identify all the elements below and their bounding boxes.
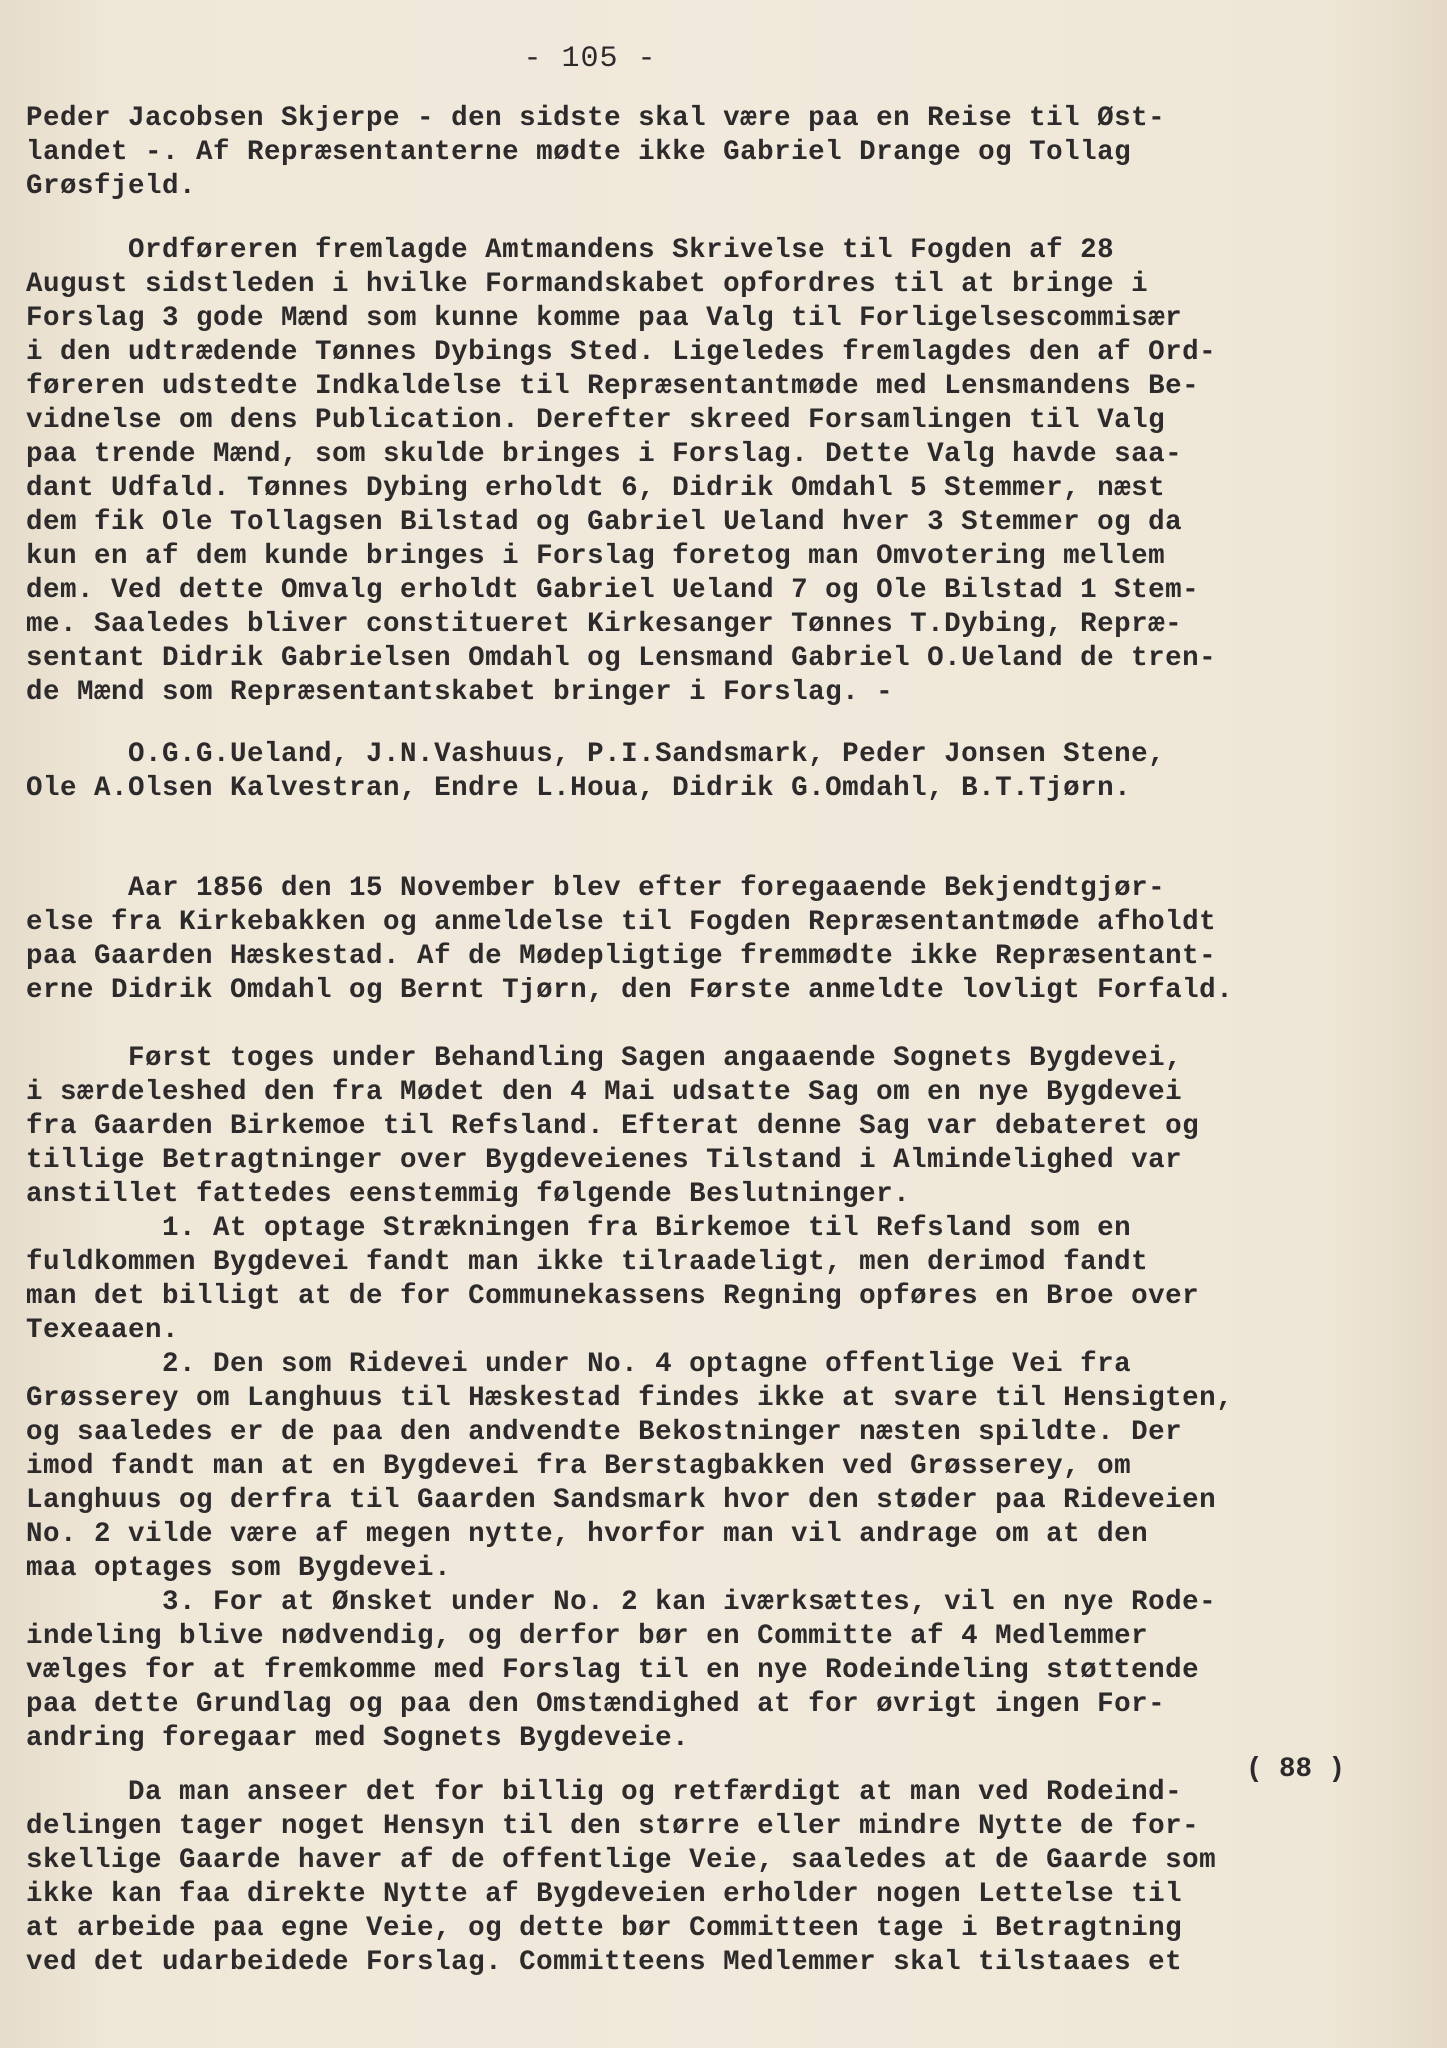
paragraph-rodeinddeling [26, 1776, 1406, 1980]
text-line: vidnelse om dens Publication. Derefter skreed Forsamlingen til Valg [26, 405, 1166, 436]
text-line: 3. For at Ønsket under No. 2 kan iværksættes, vil en nye Rode- [26, 1587, 1217, 1618]
text-line: August sidstleden i hvilke Formandskabet opfordres til at bringe i [26, 269, 1149, 300]
text-line: skellige Gaarde haver af de offentlige Veie, saaledes at de Gaarde som [26, 1845, 1217, 1876]
text-line: man det billigt at de for Communekassens Regning opføres en Broe over [26, 1281, 1200, 1312]
text-line: Ordføreren fremlagde Amtmandens Skrivelse til Fogden af 28 [26, 235, 1115, 266]
text-line: Grøsfjeld. [26, 171, 197, 202]
text-line: sentant Didrik Gabrielsen Omdahl og Lensmand Gabriel O.Ueland de tren- [26, 643, 1217, 674]
text-line: Aar 1856 den 15 November blev efter foregaaende Bekjendtgjør- [26, 873, 1166, 904]
signatures [26, 738, 1406, 806]
text-line: me. Saaledes bliver constitueret Kirkesanger Tønnes T.Dybing, Repræ- [26, 609, 1183, 640]
text-line: i særdeleshed den fra Mødet den 4 Mai udsatte Sag om en nye Bygdevei [26, 1077, 1183, 1108]
text-line: vælges for at fremkomme med Forslag til en nye Rodeindeling støttende [26, 1655, 1200, 1686]
text-line: paa Gaarden Hæskestad. Af de Mødepligtige fremmødte ikke Repræsentant- [26, 941, 1217, 972]
text-line: 2. Den som Ridevei under No. 4 optagne offentlige Vei fra [26, 1349, 1132, 1380]
text-line: dem fik Ole Tollagsen Bilstad og Gabriel Ueland hver 3 Stemmer og da [26, 507, 1183, 538]
text-line: paa trende Mænd, som skulde bringes i Forslag. Dette Valg havde saa- [26, 439, 1183, 470]
text-line: paa dette Grundlag og paa den Omstændighed at for øvrigt ingen For- [26, 1689, 1166, 1720]
text-line: dem. Ved dette Omvalg erholdt Gabriel Ueland 7 og Ole Bilstad 1 Stem- [26, 575, 1200, 606]
text-line: Grøsserey om Langhuus til Hæskestad findes ikke at svare til Hensigten, [26, 1383, 1234, 1414]
paragraph-attendance [26, 102, 1406, 204]
text-line: delingen tager noget Hensyn til den større eller mindre Nytte de for- [26, 1811, 1200, 1842]
text-line: erne Didrik Omdahl og Bernt Tjørn, den Første anmeldte lovligt Forfald. [26, 975, 1234, 1006]
text-line: i den udtrædende Tønnes Dybings Sted. Ligeledes fremlagdes den af Ord- [26, 337, 1217, 368]
text-line: fra Gaarden Birkemoe til Refsland. Efterat denne Sag var debateret og [26, 1111, 1200, 1142]
text-line: else fra Kirkebakken og anmeldelse til Fogden Repræsentantmøde afholdt [26, 907, 1217, 938]
text-line: Ole A.Olsen Kalvestran, Endre L.Houa, Didrik G.Omdahl, B.T.Tjørn. [26, 773, 1132, 804]
paragraph-bygdevei-resolutions [26, 1042, 1406, 1756]
text-line: Langhuus og derfra til Gaarden Sandsmark hvor den støder paa Rideveien [26, 1485, 1217, 1516]
text-line: indeling blive nødvendig, og derfor bør en Committe af 4 Medlemmer [26, 1621, 1149, 1652]
text-line: Texeaaen. [26, 1315, 180, 1346]
text-line: ikke kan faa direkte Nytte af Bygdeveien erholder nogen Lettelse til [26, 1879, 1183, 1910]
text-line: og saaledes er de paa den andvendte Bekostninger næsten spildte. Der [26, 1417, 1183, 1448]
text-line: føreren udstedte Indkaldelse til Repræsentantmøde med Lensmandens Be- [26, 371, 1200, 402]
margin-page-reference: ( 88 ) [1246, 1754, 1346, 1785]
text-line: 1. At optage Strækningen fra Birkemoe til Refsland som en [26, 1213, 1132, 1244]
text-line: landet -. Af Repræsentanterne mødte ikke Gabriel Drange og Tollag [26, 137, 1132, 168]
text-line: fuldkommen Bygdevei fandt man ikke tilraadeligt, men derimod fandt [26, 1247, 1149, 1278]
text-line: imod fandt man at en Bygdevei fra Berstagbakken ved Grøsserey, om [26, 1451, 1132, 1482]
text-line: Forslag 3 gode Mænd som kunne komme paa Valg til Forligelsescommisær [26, 303, 1183, 334]
text-line: tillige Betragtninger over Bygdeveienes Tilstand i Almindelighed var [26, 1145, 1183, 1176]
text-line: No. 2 vilde være af megen nytte, hvorfor man vil andrage om at den [26, 1519, 1149, 1550]
text-line: ved det udarbeidede Forslag. Committeens Medlemmer skal tilstaaes et [26, 1947, 1183, 1978]
text-line: at arbeide paa egne Veie, og dette bør Committeen tage i Betragtning [26, 1913, 1183, 1944]
text-line: maa optages som Bygdevei. [26, 1553, 452, 1584]
text-line: dant Udfald. Tønnes Dybing erholdt 6, Didrik Omdahl 5 Stemmer, næst [26, 473, 1166, 504]
paragraph-meeting-1856 [26, 872, 1406, 1008]
text-line: andring foregaar med Sognets Bygdeveie. [26, 1723, 690, 1754]
text-line: de Mænd som Repræsentantskabet bringer i Forslag. - [26, 677, 894, 708]
page-number: - 105 - [523, 42, 657, 76]
paragraph-election [26, 234, 1406, 710]
text-line: Peder Jacobsen Skjerpe - den sidste skal være paa en Reise til Øst- [26, 103, 1166, 134]
text-line: anstillet fattedes eenstemmig følgende Beslutninger. [26, 1179, 911, 1210]
text-line: Først toges under Behandling Sagen angaaende Sognets Bygdevei, [26, 1043, 1183, 1074]
text-line: kun en af dem kunde bringes i Forslag foretog man Omvotering mellem [26, 541, 1166, 572]
text-line: Da man anseer det for billig og retfærdigt at man ved Rodeind- [26, 1777, 1183, 1808]
text-line: O.G.G.Ueland, J.N.Vashuus, P.I.Sandsmark, Peder Jonsen Stene, [26, 739, 1166, 770]
